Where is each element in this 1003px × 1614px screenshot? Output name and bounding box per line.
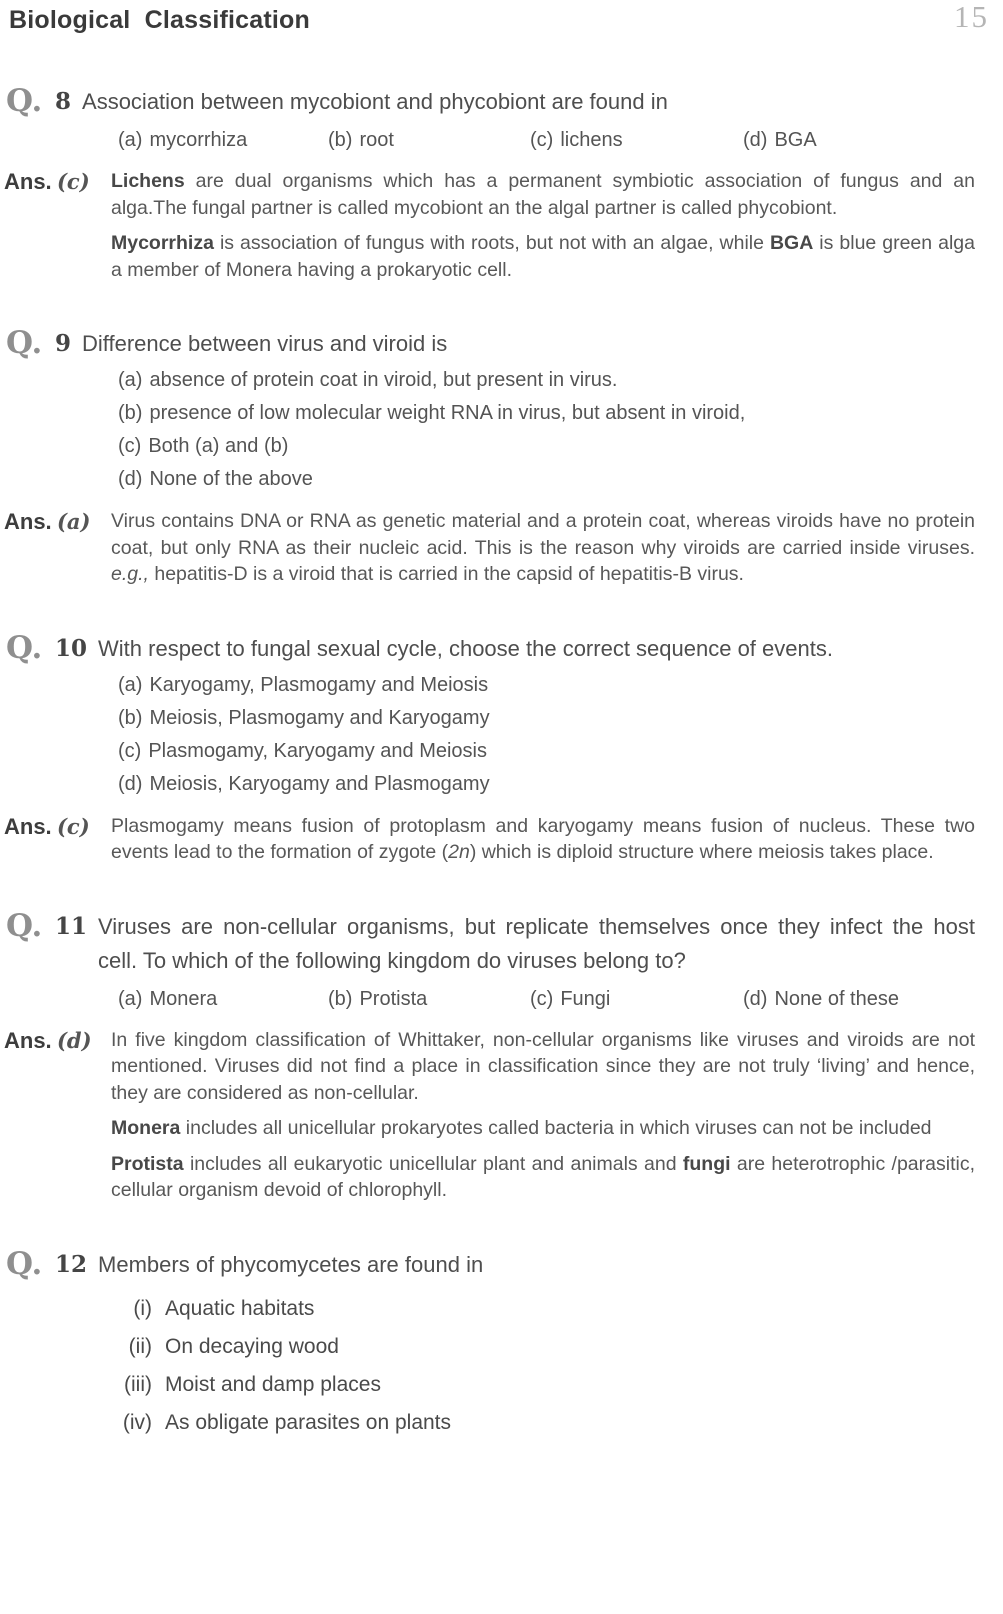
answer-choice: (d) bbox=[57, 1027, 92, 1053]
option-iii bbox=[98, 1366, 1003, 1404]
answer-body bbox=[111, 508, 1003, 588]
answer-row bbox=[4, 1027, 1003, 1204]
option-text: As obligate parasites on plants bbox=[165, 1410, 452, 1434]
answer-paragraph: Monera includes all unicellular prokaryotes called bacteria in which viruses can not be included bbox=[111, 1117, 932, 1139]
options-row bbox=[118, 124, 1003, 156]
question-text: With respect to fungal sexual cycle, choose the correct sequence of events. bbox=[98, 635, 833, 661]
option-text: BGA bbox=[774, 129, 817, 151]
question-text: Members of phycomycetes are found in bbox=[98, 1251, 484, 1277]
page-number: 15 bbox=[954, 0, 989, 34]
question-row bbox=[4, 629, 1003, 666]
option-a bbox=[118, 364, 1003, 397]
question-text: Viruses are non-cellular organisms, but replicate themselves once they infect the host cell. To which of the following kingdom do viruses belong to? bbox=[98, 913, 975, 973]
option-i bbox=[98, 1290, 1003, 1328]
option-text: lichens bbox=[560, 129, 623, 151]
option-c bbox=[530, 983, 743, 1015]
option-text: None of these bbox=[774, 987, 899, 1010]
answer-row bbox=[4, 168, 1003, 283]
page-header bbox=[4, 0, 1003, 35]
option-label: (i) bbox=[133, 1296, 152, 1320]
answer-body bbox=[111, 168, 1003, 283]
option-text: Monera bbox=[149, 987, 218, 1010]
question-block-9 bbox=[4, 327, 1003, 588]
question-text: Association between mycobiont and phycobiont are found in bbox=[82, 89, 668, 114]
option-label: (d) bbox=[743, 129, 768, 151]
option-c bbox=[118, 430, 1003, 463]
option-text: None of the above bbox=[149, 468, 313, 490]
question-number: 10 bbox=[55, 634, 88, 662]
option-text: Meiosis, Karyogamy and Plasmogamy bbox=[149, 772, 490, 795]
question-number: 9 bbox=[55, 330, 72, 357]
answer-paragraph: Plasmogamy means fusion of protoplasm and karyogamy means fusion of nucleus. These two events lead to the formation of zygote (2n) which is diploid structure where meiosis takes place. bbox=[111, 814, 975, 863]
options-list bbox=[118, 669, 1003, 801]
answer-marker: Ans. bbox=[4, 509, 52, 534]
question-row bbox=[4, 907, 1003, 978]
question-row bbox=[4, 85, 1003, 119]
option-a bbox=[118, 983, 328, 1015]
question-number: 8 bbox=[55, 88, 72, 115]
option-text: Meiosis, Plasmogamy and Karyogamy bbox=[149, 706, 490, 729]
option-label: (b) bbox=[328, 129, 353, 151]
answer-paragraph: Lichens are dual organisms which has a permanent symbiotic association of fungus and an alga.The fungal partner is called mycobiont an the algal partner is called phycobiont. bbox=[111, 170, 975, 219]
question-marker-icon: Q. bbox=[6, 83, 43, 119]
option-text: absence of protein coat in viroid, but present in virus. bbox=[149, 369, 618, 391]
option-iv bbox=[98, 1404, 1003, 1442]
question-marker-icon: Q. bbox=[6, 1245, 43, 1282]
answer-choice: (a) bbox=[57, 509, 91, 534]
answer-body bbox=[111, 813, 1003, 866]
option-text: Moist and damp places bbox=[165, 1372, 381, 1396]
options-list bbox=[118, 364, 1003, 496]
option-c bbox=[118, 735, 1003, 768]
answer-row bbox=[4, 813, 1003, 866]
question-block-8 bbox=[4, 85, 1003, 283]
option-label: (a) bbox=[118, 673, 143, 696]
option-label: (iii) bbox=[124, 1372, 152, 1396]
option-label: (d) bbox=[118, 468, 143, 490]
option-label: (c) bbox=[118, 435, 142, 457]
option-a bbox=[118, 124, 328, 156]
option-ii bbox=[98, 1328, 1003, 1366]
answer-row bbox=[4, 508, 1003, 588]
question-row bbox=[4, 327, 1003, 361]
option-b bbox=[328, 124, 530, 156]
answer-paragraph: Mycorrhiza is association of fungus with roots, but not with an algae, while BGA is blue green alga a member of Monera having a prokaryotic cell. bbox=[111, 232, 975, 281]
option-b bbox=[328, 983, 530, 1015]
option-label: (d) bbox=[743, 987, 768, 1010]
question-text: Difference between virus and viroid is bbox=[82, 331, 448, 356]
question-number: 12 bbox=[55, 1250, 88, 1278]
option-label: (a) bbox=[118, 129, 143, 151]
question-marker-icon: Q. bbox=[6, 907, 43, 944]
question-block-10 bbox=[4, 629, 1003, 866]
option-text: Fungi bbox=[560, 987, 611, 1010]
option-d bbox=[118, 768, 1003, 801]
question-block-11 bbox=[4, 907, 1003, 1204]
option-label: (b) bbox=[328, 987, 353, 1010]
option-d bbox=[743, 983, 983, 1015]
option-label: (b) bbox=[118, 402, 143, 424]
answer-choice: (c) bbox=[57, 169, 90, 194]
answer-choice: (c) bbox=[57, 813, 90, 839]
option-label: (c) bbox=[118, 739, 142, 762]
question-number: 11 bbox=[55, 912, 88, 940]
answer-paragraph: In five kingdom classification of Whittaker, non-cellular organisms like viruses and viroids are not mentioned. Viruses did not find a place in classification since they are not truly ‘living’ and hence, they are considered as non-cellular. bbox=[111, 1028, 975, 1104]
question-block-12 bbox=[4, 1245, 1003, 1442]
option-text: mycorrhiza bbox=[149, 129, 248, 151]
option-text: Plasmogamy, Karyogamy and Meiosis bbox=[148, 739, 487, 762]
answer-marker: Ans. bbox=[4, 813, 52, 839]
question-marker-icon: Q. bbox=[6, 325, 43, 361]
question-row bbox=[4, 1245, 1003, 1282]
option-label: (c) bbox=[530, 987, 554, 1010]
option-text: Both (a) and (b) bbox=[148, 435, 289, 457]
question-marker-icon: Q. bbox=[6, 629, 43, 666]
option-text: Karyogamy, Plasmogamy and Meiosis bbox=[149, 673, 489, 696]
option-b bbox=[118, 397, 1003, 430]
answer-marker: Ans. bbox=[4, 169, 52, 194]
option-text: presence of low molecular weight RNA in virus, but absent in viroid, bbox=[149, 402, 746, 424]
option-text: root bbox=[359, 129, 394, 151]
answer-marker: Ans. bbox=[4, 1027, 52, 1053]
option-b bbox=[118, 702, 1003, 735]
option-label: (b) bbox=[118, 706, 143, 729]
option-label: (ii) bbox=[128, 1334, 152, 1358]
option-text: Aquatic habitats bbox=[165, 1296, 315, 1320]
option-text: On decaying wood bbox=[165, 1334, 339, 1358]
option-label: (a) bbox=[118, 369, 143, 391]
page-title: Biological Classification bbox=[9, 6, 310, 34]
option-label: (a) bbox=[118, 987, 143, 1010]
option-d bbox=[743, 124, 983, 156]
option-label: (d) bbox=[118, 772, 143, 795]
answer-paragraph: Virus contains DNA or RNA as genetic material and a protein coat, whereas viroids have no protein coat, but only RNA as their nucleic acid. This is the reason why viroids are carried inside viruses. e.g., hepatitis-D is a viroid that is carried in the capsid of hepatitis-B virus. bbox=[111, 510, 975, 585]
options-list bbox=[98, 1290, 1003, 1442]
option-d bbox=[118, 463, 1003, 496]
answer-body bbox=[111, 1027, 1003, 1204]
option-label: (iv) bbox=[122, 1410, 152, 1434]
option-c bbox=[530, 124, 743, 156]
answer-paragraph: Protista includes all eukaryotic unicellular plant and animals and fungi are heterotrophic /parasitic, cellular organism devoid of chlorophyll. bbox=[111, 1152, 975, 1201]
option-text: Protista bbox=[359, 987, 428, 1010]
option-label: (c) bbox=[530, 129, 554, 151]
options-row bbox=[118, 983, 1003, 1015]
option-a bbox=[118, 669, 1003, 702]
